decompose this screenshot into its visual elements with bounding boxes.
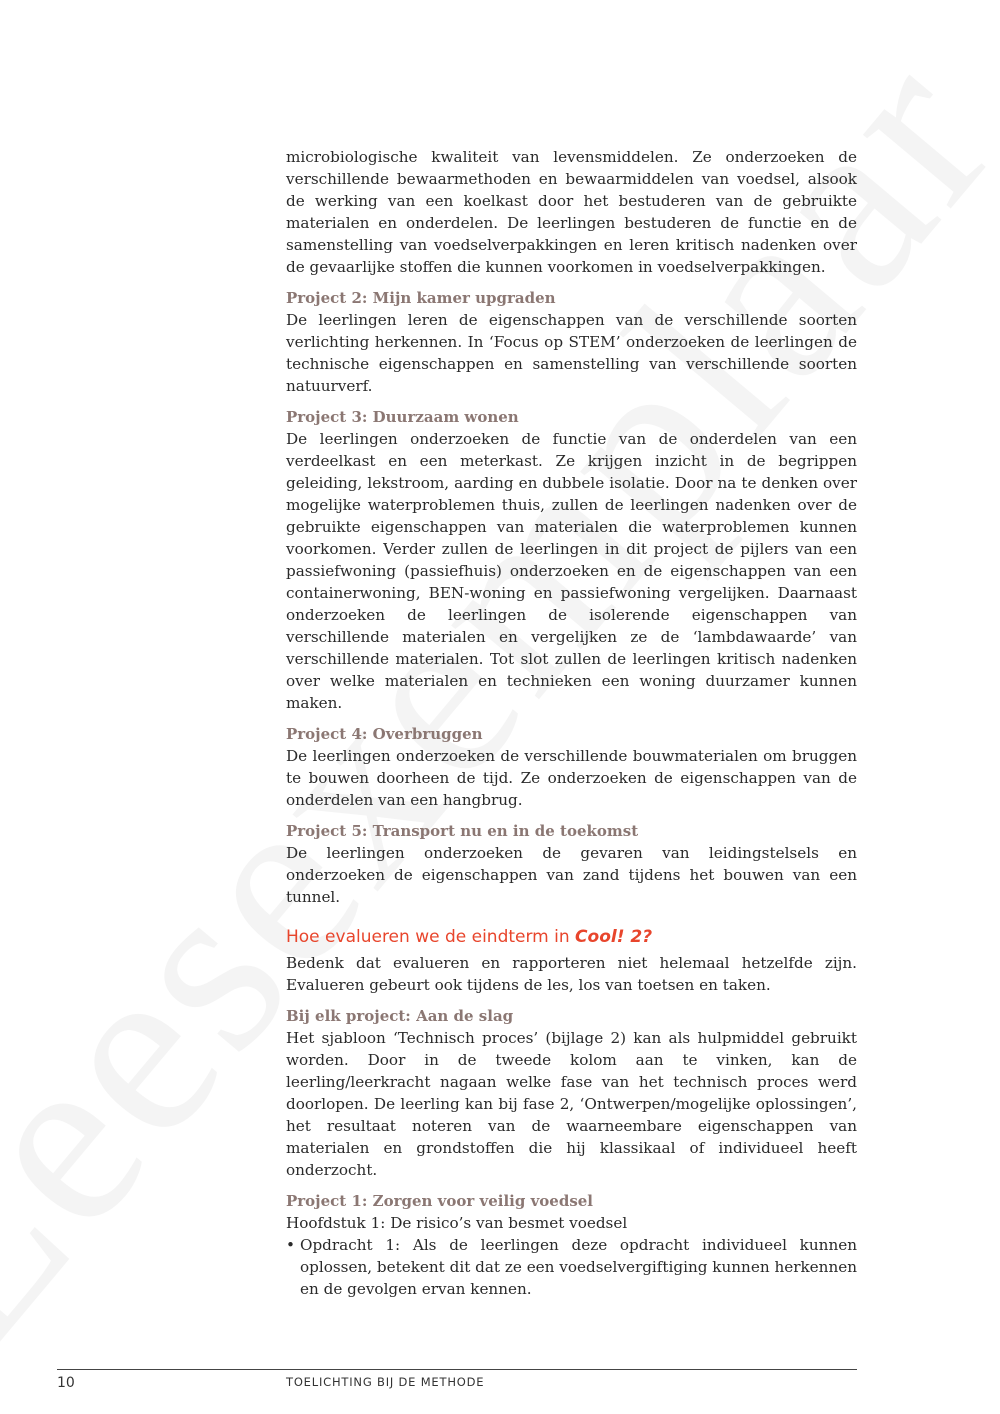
evaluation-intro: Bedenk dat evalueren en rapporteren niet helemaal hetzelfde zijn. Evalueren gebeurt ook tijdens de les, los van toetsen en taken. <box>286 954 857 994</box>
project-5-section <box>286 820 857 908</box>
project-3-section <box>286 406 857 714</box>
footer-divider <box>57 1369 857 1370</box>
project-1-section <box>286 1190 857 1300</box>
project-5-title: Project 5: Transport nu en in de toekomst <box>286 822 639 840</box>
project-5-text: De leerlingen onderzoeken de gevaren van leidingstelsels en onderzoeken de eigenschappen van zand tijdens het bouwen van een tunnel. <box>286 844 857 906</box>
project-4-section <box>286 723 857 811</box>
project-1-chapter: Hoofdstuk 1: De risico’s van besmet voedsel <box>286 1214 628 1232</box>
project-1-list <box>286 1234 857 1300</box>
project-4-text: De leerlingen onderzoeken de verschillende bouwmaterialen om bruggen te bouwen doorheen de tijd. Ze onderzoeken de eigenschappen van de onderdelen van een hangbrug. <box>286 747 857 809</box>
page-number: 10 <box>57 1375 75 1391</box>
project-1-title: Project 1: Zorgen voor veilig voedsel <box>286 1192 594 1210</box>
project-3-text: De leerlingen onderzoeken de functie van de onderdelen van een verdeelkast en een meterkast. Ze krijgen inzicht in de begrippen geleiding, lekstroom, aarding en dubbele isolatie. Door na te denken over mogelijke waterproblemen thuis, zullen de leerlingen nadenken over de gebruikte eigenschappen van materialen die waterproblemen kunnen voorkomen. Verder zullen de leerlingen in dit project de pijlers van een passiefwoning (passiefhuis) onderzoeken en de eigenschappen van een containerwoning, BEN-woning en passiefwoning vergelijken. Daarnaast onderzoeken de leerlingen de isolerende eigenschappen van verschillende materialen en vergelijken ze de ‘lambdawaarde’ van verschillende materialen. Tot slot zullen de leerlingen kritisch nadenken over welke materialen en technieken een woning duurzamer kunnen maken. <box>286 430 857 712</box>
intro-paragraph: microbiologische kwaliteit van levensmiddelen. Ze onderzoeken de verschillende bewaarmethoden en bewaarmiddelen van voedsel, alsook de werking van een koelkast door het bestuderen van de gebruikte materialen en onderdelen. De leerlingen bestuderen de functie en de samenstelling van voedselverpakkingen en leren kritisch nadenken over de gevaarlijke stoffen die kunnen voorkomen in voedselverpakkingen. <box>286 148 857 276</box>
footer-title: TOELICHTING BIJ DE METHODE <box>286 1375 485 1389</box>
project-2-text: De leerlingen leren de eigenschappen van de verschillende soorten verlichting herkennen. In ‘Focus op STEM’ onderzoeken de leerlingen de technische eigenschappen en samenstelling van verschillende soorten natuurverf. <box>286 311 857 395</box>
project-3-title: Project 3: Duurzaam wonen <box>286 408 519 426</box>
project-4-title: Project 4: Overbruggen <box>286 725 483 743</box>
project-2-section <box>286 287 857 397</box>
main-content <box>286 146 857 1300</box>
evaluation-heading <box>286 925 857 949</box>
evaluation-heading-text: Hoe evalueren we de eindterm in <box>286 927 570 947</box>
every-project-title: Bij elk project: Aan de slag <box>286 1007 514 1025</box>
every-project-section <box>286 1005 857 1181</box>
evaluation-heading-title: Cool! 2? <box>575 927 653 947</box>
every-project-text: Het sjabloon ‘Technisch proces’ (bijlage 2) kan als hulpmiddel gebruikt worden. Door in de tweede kolom aan te vinken, kan de leerling/leerkracht nagaan welke fase van het technisch proces werd doorlopen. De leerling kan bij fase 2, ‘Ontwerpen/mogelijke oplossingen’, het resultaat noteren van de waarneembare eigenschappen van materialen en grondstoffen die hij klassikaal of individueel heeft onderzocht. <box>286 1029 857 1179</box>
project-2-title: Project 2: Mijn kamer upgraden <box>286 289 556 307</box>
list-item: • Opdracht 1: Als de leerlingen deze opdracht individueel kunnen oplossen, betekent dit dat ze een voedselvergiftiging kunnen herkennen en de gevolgen ervan kennen. <box>286 1234 857 1300</box>
